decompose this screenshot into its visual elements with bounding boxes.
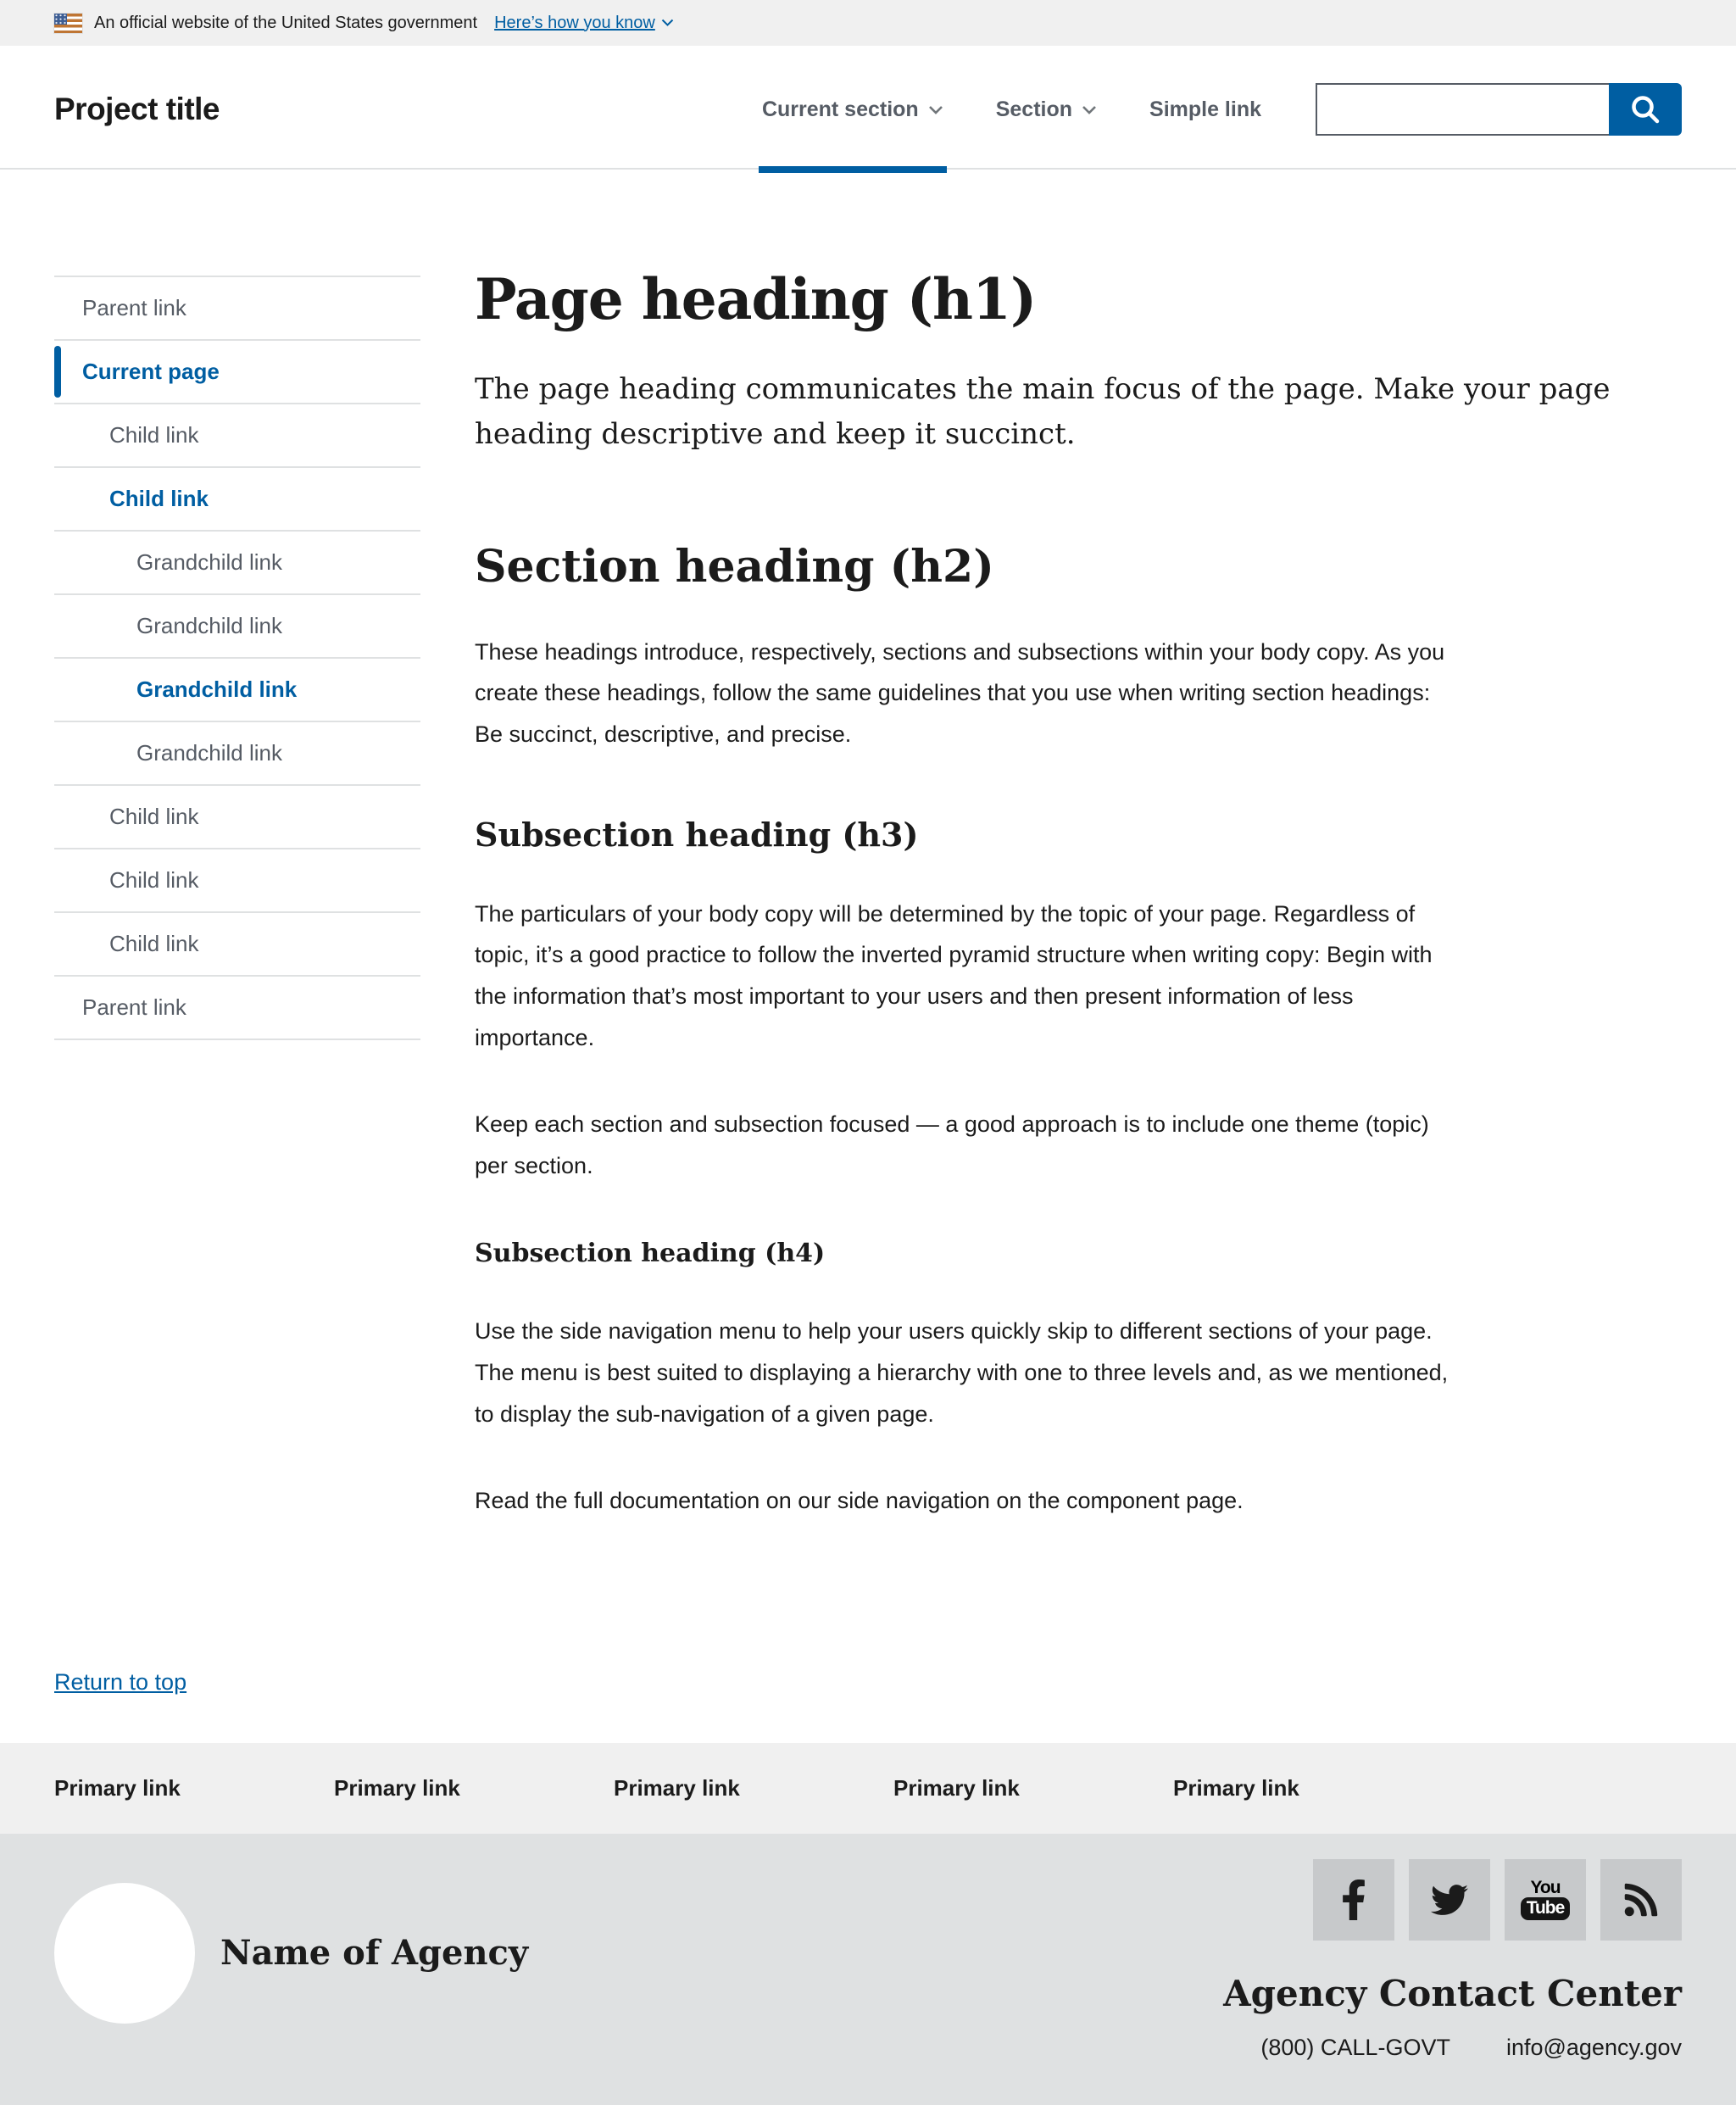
nav-item-label: Section — [995, 97, 1073, 121]
youtube-icon-text-top: You — [1530, 1878, 1561, 1898]
twitter-button[interactable] — [1409, 1859, 1490, 1941]
rss-icon — [1622, 1881, 1660, 1918]
banner-link-label: Here’s how you know — [494, 13, 655, 32]
youtube-button[interactable] — [1505, 1859, 1586, 1941]
chevron-down-icon — [661, 19, 674, 27]
facebook-button[interactable] — [1313, 1859, 1394, 1941]
sidenav-child-link[interactable]: Child link — [109, 804, 199, 829]
list-item — [54, 911, 420, 975]
primary-nav — [762, 51, 1261, 168]
footer-primary-link[interactable]: Primary link — [334, 1774, 460, 1801]
list-item — [54, 276, 420, 339]
chevron-down-icon — [928, 105, 943, 114]
section-heading: Section heading (h2) — [475, 541, 994, 593]
banner-text: An official website of the United States government — [94, 13, 478, 32]
footer-secondary — [0, 1834, 1736, 2105]
list-item — [54, 466, 420, 530]
rss-button[interactable] — [1600, 1859, 1682, 1941]
list-item — [54, 339, 420, 403]
nav-item-label: Simple link — [1149, 97, 1261, 121]
sidenav-grandchild-link[interactable]: Grandchild link — [136, 549, 282, 575]
list-item — [54, 721, 420, 784]
list-item — [54, 848, 420, 911]
sidenav-child-link[interactable]: Child link — [109, 422, 199, 448]
sidenav-child-link[interactable]: Child link — [109, 867, 199, 893]
list-item — [54, 975, 420, 1040]
contact-phone-link[interactable]: (800) CALL-GOVT — [1260, 2034, 1450, 2060]
banner-how-you-know-link[interactable] — [494, 14, 674, 33]
side-navigation — [54, 276, 420, 1568]
return-to-top-link[interactable]: Return to top — [54, 1668, 187, 1695]
search-form — [1316, 83, 1682, 136]
list-item — [54, 593, 420, 657]
footer-primary-link[interactable]: Primary link — [54, 1774, 181, 1801]
page-heading: Page heading (h1) — [475, 266, 1037, 332]
body-paragraph: Keep each section and subsection focused — a good approach is to include one theme (topic) per section. — [475, 1111, 1429, 1178]
agency-identity — [54, 1883, 528, 2024]
nav-item-section[interactable] — [996, 51, 1097, 168]
contact-center-heading: Agency Contact Center — [1223, 1972, 1682, 2014]
search-icon — [1628, 92, 1662, 126]
subsection-heading-h3: Subsection heading (h3) — [475, 816, 919, 855]
site-header — [0, 46, 1736, 170]
body-paragraph: The particulars of your body copy will be determined by the topic of your page. Regardless of topic, it’s a good practice to follow the inverted pyramid structure when writing copy: Begin with the information that’s most important to your users and then present information of less importance. — [475, 900, 1433, 1050]
social-links — [1313, 1859, 1682, 1941]
footer-primary-link[interactable]: Primary link — [614, 1774, 740, 1801]
sidenav-parent-link[interactable]: Parent link — [82, 295, 186, 320]
site-footer — [0, 1743, 1736, 2105]
youtube-icon-text-bottom: Tube — [1521, 1897, 1571, 1920]
footer-primary-link[interactable]: Primary link — [893, 1774, 1020, 1801]
list-item — [54, 403, 420, 466]
sidenav-current-page[interactable]: Current page — [54, 341, 420, 403]
facebook-icon — [1341, 1879, 1366, 1920]
contact-info — [1260, 2035, 1682, 2061]
sidenav-child-link[interactable]: Child link — [109, 931, 199, 956]
sidenav-grandchild-link[interactable]: Grandchild link — [136, 613, 282, 638]
body-paragraph: These headings introduce, respectively, sections and subsections within your body copy. As you create these headings, follow the same guidelines that you use when writing section headings: Be succinct, descriptive, and precise. — [475, 638, 1445, 747]
us-flag-icon — [54, 14, 82, 33]
gov-banner — [0, 0, 1736, 46]
sidenav-grandchild-link[interactable]: Grandchild link — [136, 677, 298, 702]
body-paragraph: Use the side navigation menu to help your users quickly skip to different sections of your page. The menu is best suited to displaying a hierarchy with one to three levels and, as we mentioned, to display the sub-navigation of a given page. — [475, 1318, 1449, 1427]
lede-paragraph: The page heading communicates the main focus of the page. Make your page heading descriptive and keep it succinct. — [475, 371, 1611, 451]
list-item — [54, 657, 420, 721]
youtube-icon — [1521, 1879, 1571, 1920]
chevron-down-icon — [1082, 105, 1097, 114]
site-title[interactable]: Project title — [54, 92, 220, 126]
return-to-top-section — [0, 1568, 1736, 1743]
contact-email-link[interactable]: info@agency.gov — [1505, 2034, 1682, 2060]
sidenav-parent-link[interactable]: Parent link — [82, 994, 186, 1020]
search-input[interactable] — [1316, 83, 1609, 136]
twitter-icon — [1429, 1881, 1470, 1918]
search-button[interactable] — [1609, 83, 1682, 136]
footer-primary-nav — [0, 1743, 1736, 1834]
sidenav-grandchild-link[interactable]: Grandchild link — [136, 740, 282, 766]
footer-primary-link[interactable]: Primary link — [1173, 1774, 1299, 1801]
nav-item-current-section[interactable] — [762, 51, 943, 168]
agency-logo-placeholder — [54, 1883, 195, 2024]
main-content — [475, 266, 1682, 1568]
page-body — [0, 170, 1736, 1568]
nav-item-simple-link[interactable] — [1149, 51, 1261, 168]
agency-contact — [1223, 1859, 1682, 2061]
body-paragraph: Read the full documentation on our side navigation on the component page. — [475, 1488, 1244, 1514]
nav-item-label: Current section — [761, 97, 919, 121]
subsection-heading-h4: Subsection heading (h4) — [475, 1239, 826, 1269]
list-item — [54, 530, 420, 593]
agency-name: Name of Agency — [220, 1933, 529, 1974]
list-item — [54, 784, 420, 848]
sidenav-child-link[interactable]: Child link — [109, 486, 209, 511]
